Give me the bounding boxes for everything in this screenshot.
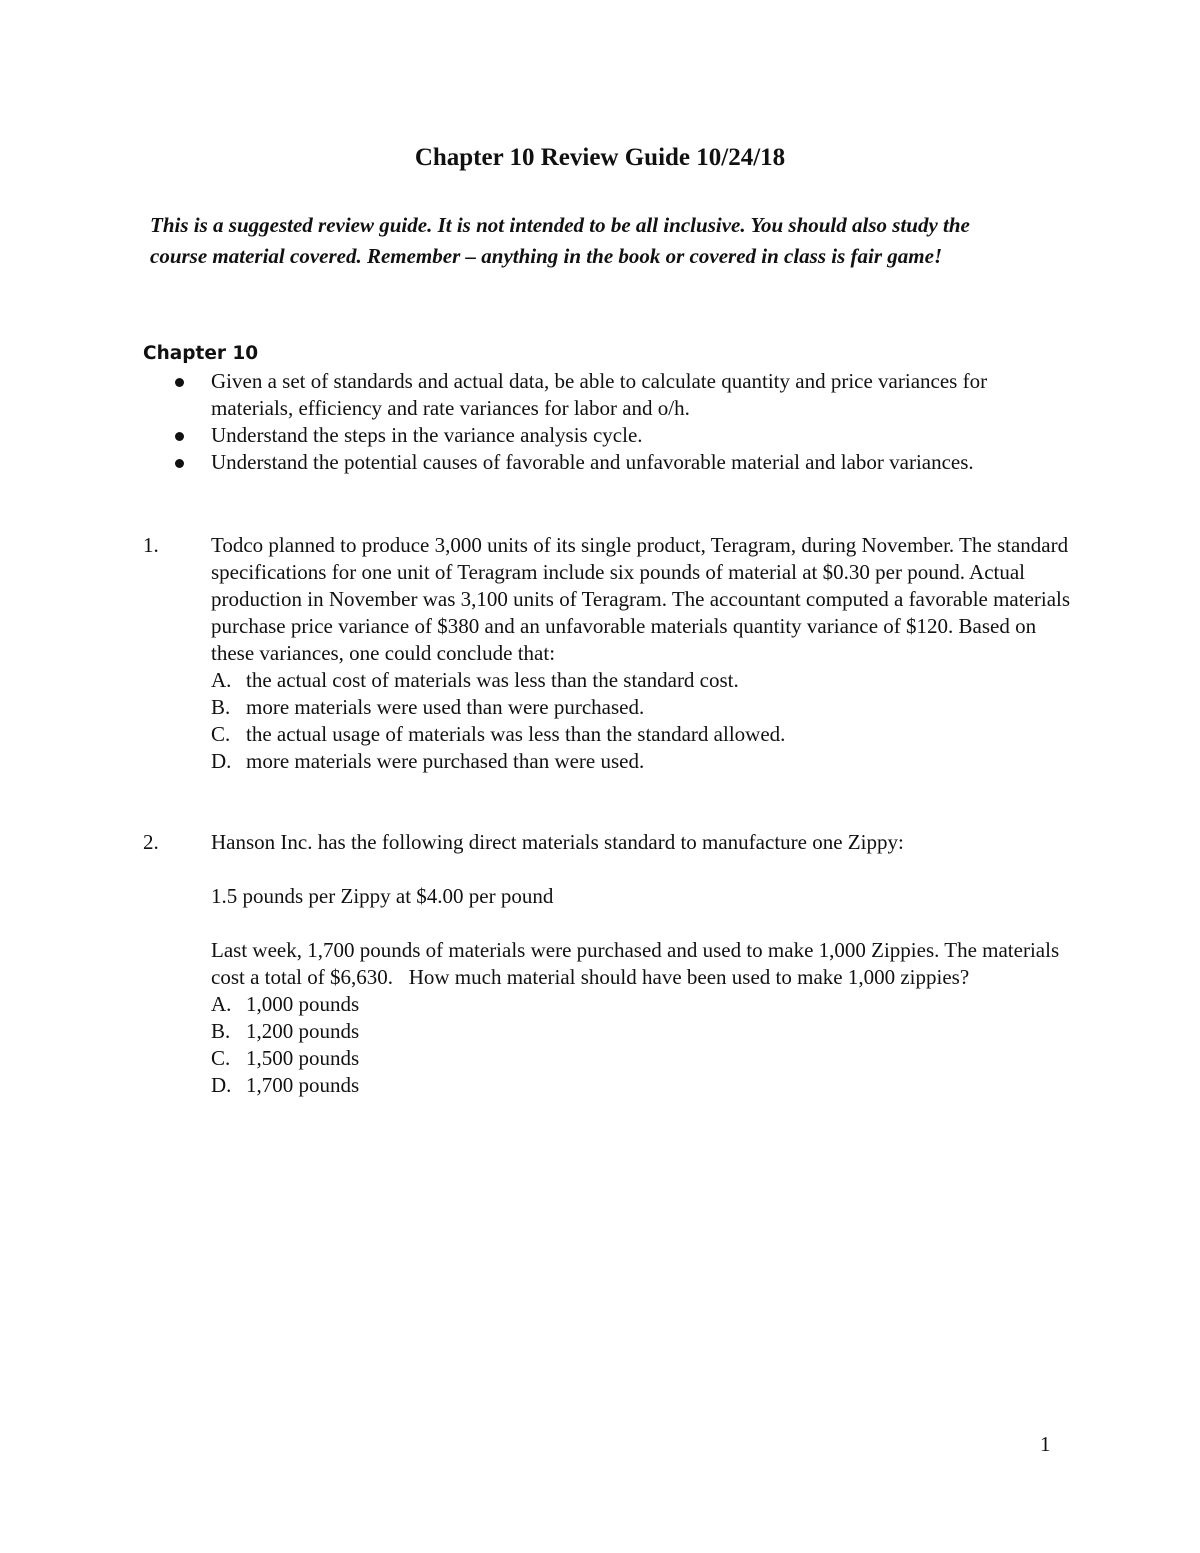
question-number: 1. [143,533,159,557]
question-text: Todco planned to produce 3,000 units of its single product, Teragram, during November. The standard specifications for one unit of Teragram include six pounds of material at $0.30 per pound. Actual production in November was 3,100 units of Teragram. The accountant computed a favorable materials purchase price variance of $380 and an unfavorable materials quantity variance of $120. Based on these variances, one could conclude that: [211,533,1071,665]
objectives-list [0,368,1001,476]
answer-option [211,1045,1071,1072]
objective-text: Given a set of standards and actual data, be able to calculate quantity and price variances for materials, efficiency and rate variances for labor and o/h. [211,369,988,420]
option-text: more materials were used than were purchased. [246,695,645,719]
answer-option [211,1018,1071,1045]
question-number: 2. [143,830,159,854]
answer-option [211,667,1071,694]
option-letter: A. [211,992,232,1016]
answer-option [211,748,1071,775]
option-text: the actual cost of materials was less than the standard cost. [246,668,739,692]
bullet-icon [175,459,184,468]
objective-item [0,449,1001,476]
option-text: 1,200 pounds [246,1019,360,1043]
answer-option [211,1072,1071,1099]
answer-option [211,991,1071,1018]
answer-options [211,991,1071,1099]
bullet-icon [175,432,184,441]
bullet-icon [175,378,184,387]
answer-option [211,694,1071,721]
option-letter: A. [211,668,232,692]
option-letter: B. [211,695,231,719]
option-text: more materials were purchased than were used. [246,749,645,773]
intro-note: This is a suggested review guide. It is not intended to be all inclusive. You should also study the course material covered. Remember – anything in the book or covered in class is fair game! [150,213,970,268]
option-text: 1,000 pounds [246,992,360,1016]
objective-text: Understand the steps in the variance analysis cycle. [211,423,643,447]
option-text: 1,700 pounds [246,1073,360,1097]
question-body [211,532,1071,775]
question-detail: Last week, 1,700 pounds of materials were purchased and used to make 1,000 Zippies. The materials cost a total of $6,630. How much material should have been used to make 1,000 zippies? [211,938,1065,989]
option-letter: C. [211,1046,231,1070]
option-letter: C. [211,722,231,746]
objective-item [0,368,1001,422]
page-number: 1 [1040,1432,1051,1456]
objective-text: Understand the potential causes of favorable and unfavorable material and labor variances. [211,450,974,474]
option-letter: D. [211,1073,232,1097]
answer-option [211,721,1071,748]
option-text: 1,500 pounds [246,1046,360,1070]
option-text: the actual usage of materials was less than the standard allowed. [246,722,786,746]
objective-item [0,422,1001,449]
option-letter: B. [211,1019,231,1043]
question-body [211,829,1071,1099]
section-heading: Chapter 10 [143,343,259,364]
question-2 [0,829,1200,1099]
material-standard: 1.5 pounds per Zippy at $4.00 per pound [211,884,554,908]
option-letter: D. [211,749,232,773]
answer-options [211,667,1071,775]
question-1 [0,532,1200,775]
document-title: Chapter 10 Review Guide 10/24/18 [414,144,786,171]
question-text: Hanson Inc. has the following direct materials standard to manufacture one Zippy: [211,830,904,854]
